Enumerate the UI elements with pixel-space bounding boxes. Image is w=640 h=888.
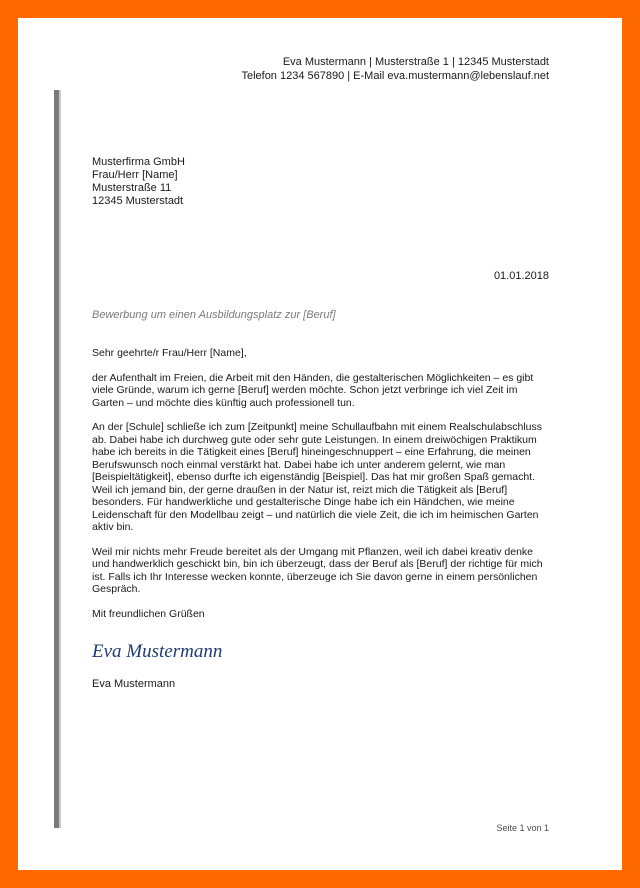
body-paragraph-2: An der [Schule] schließe ich zum [Zeitpunkt] meine Schullaufbahn mit einem Realschulabschluss ab. Dabei habe ich durchweg gute oder sehr gute Leistungen. In einem dreiwöchigen Praktikum habe ich bereits in die Tätigkeit eines [Beruf] hineingeschnuppert – eine Erfahrung, die meinen Berufswunsch noch einmal verstärkt hat. Dabei habe ich unter anderem gelernt, wie man [Beispieltätigkeit], ebenso durfte ich eigenständig [Beispiel]. Das hat mir großen Spaß gemacht. Weil ich jemand bin, der gerne draußen in der Natur ist, reizt mich die Tätigkeit als [Beruf] besonders. Für handwerkliche und gestalterische Dinge habe ich ein Händchen, wie meine Leidenschaft für den Modellbau zeigt – und natürlich die viele Zeit, die ich im heimischen Garten aktiv bin.: [92, 421, 542, 533]
signer-name: Eva Mustermann: [92, 678, 176, 690]
salutation: Sehr geehrte/r Frau/Herr [Name],: [92, 347, 247, 359]
page-number: Seite 1 von 1: [496, 823, 549, 833]
body-paragraph-1: der Aufenthalt im Freien, die Arbeit mit den Händen, die gestalterischen Möglichkeiten – es gibt viele Gründe, warum ich gerne [Beruf] werden möchte. Schon jetzt verbringe ich viel Zeit im Garten – und möchte dies künftig auch professionell tun.: [92, 371, 534, 409]
recipient-city: 12345 Musterstadt: [92, 195, 184, 207]
left-accent-bar: [54, 90, 61, 828]
letter-subject: Bewerbung um einen Ausbildungsplatz zur [Beruf]: [92, 309, 336, 321]
handwritten-signature: Eva Mustermann: [92, 641, 223, 662]
letter-page: [18, 18, 622, 870]
sender-line-2: Telefon 1234 567890 | E-Mail eva.mustermann@lebenslauf.net: [241, 70, 549, 82]
recipient-street: Musterstraße 11: [92, 182, 172, 194]
closing: Mit freundlichen Grüßen: [92, 607, 205, 620]
recipient-address: [92, 156, 185, 208]
letter-body: [92, 347, 550, 632]
body-paragraph-3: Weil mir nichts mehr Freude bereitet als der Umgang mit Pflanzen, weil ich dabei kreativ denke und handwerklich geschickt bin, bin ich überzeugt, dass der Beruf als [Beruf] der richtige für mich ist. Falls ich Ihr Interesse wecken konnte, überzeuge ich Sie davon gerne in einem persönlichen Gespräch.: [92, 545, 543, 595]
recipient-company: Musterfirma GmbH: [92, 156, 185, 168]
letter-date: 01.01.2018: [493, 270, 549, 282]
sender-header: [241, 55, 549, 83]
recipient-contact: Frau/Herr [Name]: [92, 169, 178, 181]
sender-line-1: Eva Mustermann | Musterstraße 1 | 12345 Musterstadt: [282, 56, 549, 68]
